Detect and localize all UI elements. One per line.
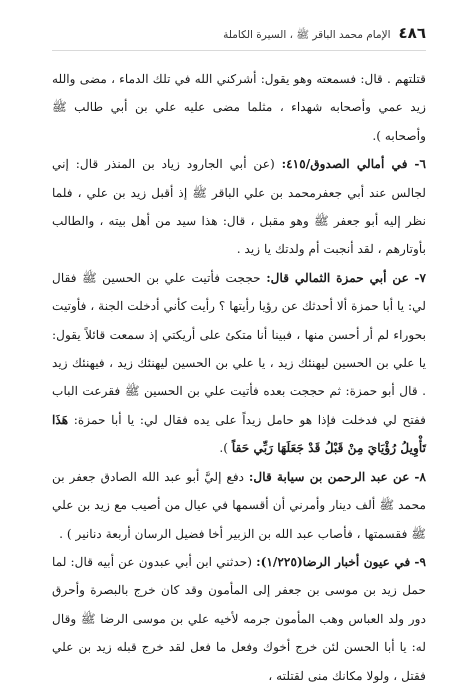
paragraph-8 <box>52 463 426 548</box>
paragraph-text: دفع إليَّ أبو عبد الله الصادق جعفر بن محمد ﷺ ألف دينار وأمرني أن أقسمها في عيال من أصيب مع زيد بن علي ﷺ فقسمتها ، فأصاب عبد الله بن الزبير أخا فضيل الرسان أربعة دنانير ) . <box>52 469 426 541</box>
paragraph-6 <box>52 150 426 264</box>
paragraph-number: ٦- <box>414 157 427 172</box>
paragraph-9 <box>52 548 426 690</box>
paragraph-text: حججت فأتيت علي بن الحسين ﷺ فقال لي: يا أبا حمزة ألا أحدثك عن رؤيا رأيتها ؟ رأيت كأني أدخلت الجنة ، فأوتيت بحوراء لم أر أحسن منها ، فبينا أنا متكئ على أريكتي إذ سمعت قائلاً يقول: يا علي بن الحسين ليهنئك زيد ، يا علي بن الحسين ليهنئك زيد ، فيهنئك زيد . قال أبو حمزة: ثم حججت بعده فأتيت علي بن الحسين ﷺ فقرعت الباب ففتح لي فدخلت فإذا هو حامل زيداً على يده فقال لي: يا أبا حمزة: <box>52 270 426 427</box>
paragraph-continuation <box>52 65 426 150</box>
paragraph-tail: ). <box>219 441 228 456</box>
paragraph-source: عن أبي حمزة الثمالي قال: <box>266 270 409 285</box>
running-header <box>52 24 426 51</box>
paragraph-text: (حدثني ابن أبي عبدون عن أبيه قال: لما حمل زيد بن موسى بن جعفر إلى المأمون وقد كان خرج بالبصرة وأحرق دور ولد العباس وهب المأمون جرمه لأخيه علي بن موسى الرضا ﷺ وقال له: يا أبا الحسن لئن خرج أخوك وفعل ما فعل لقد خرج قبله زيد بن علي فقتل ، ولولا مكانك منى لقتلته ، <box>52 554 426 683</box>
page-number: ٤٨٦ <box>398 24 426 42</box>
paragraph-7 <box>52 264 426 463</box>
paragraph-number: ٨- <box>414 469 426 484</box>
paragraph-source: في عيون أخبار الرضا(١/٢٢٥): <box>256 554 411 569</box>
paragraph-text: (عن أبي الجارود زياد بن المنذر قال: إني لجالس عند أبي جعفرمحمد بن علي الباقر ﷺ إذ أقبل زيد بن علي ، فلما نظر إليه أبو جعفر ﷺ وهو مقبل ، قال: هذا سيد من أهل بيته ، والطالب بأوتارهم ، لقد أنجبت أم ولدتك يا زيد . <box>52 157 426 257</box>
paragraph-number: ٩- <box>414 554 426 569</box>
quran-quote: هَذَا تَأْوِيلُ رُؤْيَايَ مِنْ قَبْلُ قَدْ جَعَلَهَا رَبِّي حَقاً <box>52 412 426 456</box>
body-text <box>52 65 426 690</box>
paragraph-text: قتلتهم . قال: فسمعته وهو يقول: أشركني الله في تلك الدماء ، مضى والله زيد عمي وأصحابه شهداء ، مثلما مضى عليه علي بن أبي طالب ﷺ وأصحابه ). <box>52 72 426 143</box>
running-header-title: الإمام محمد الباقر ﷺ ، السيرة الكاملة <box>223 29 391 41</box>
paragraph-source: في أمالي الصدوق/٤١٥: <box>281 157 408 172</box>
paragraph-number: ٧- <box>414 270 427 285</box>
paragraph-source: عن عبد الرحمن بن سيابة قال: <box>248 469 410 484</box>
